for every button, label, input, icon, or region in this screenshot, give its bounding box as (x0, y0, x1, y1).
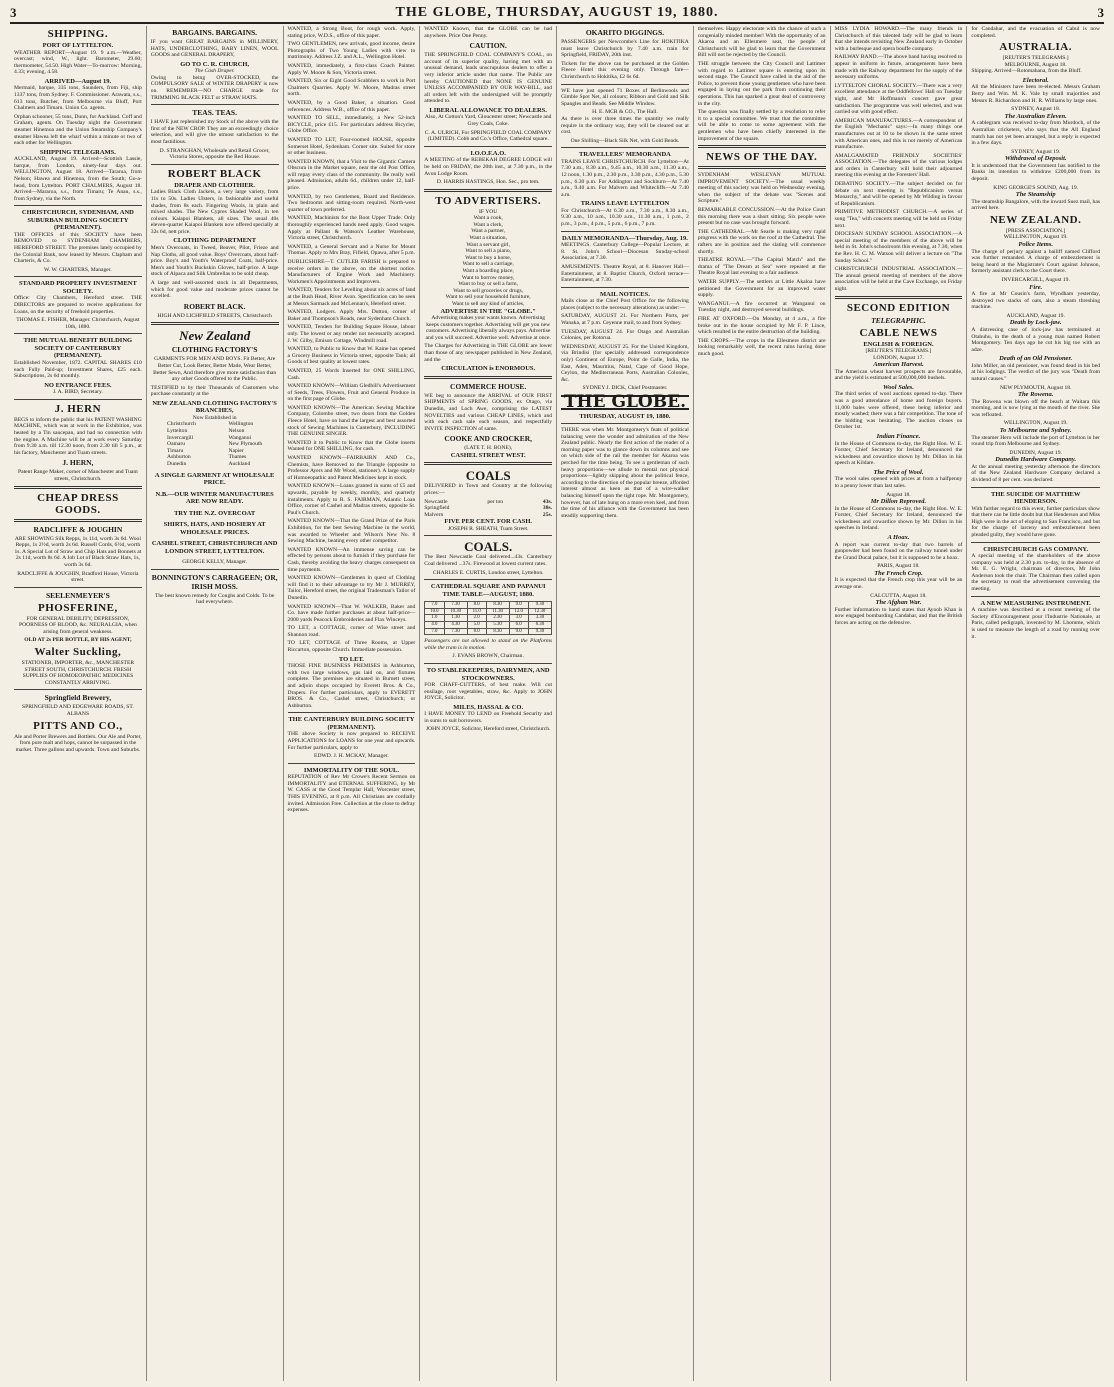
phosferine-text: FOR GENERAL DEBILITY, DEPRESSION, POORNESS OF BLOOD, &c. NEURALGIA, when arising from general weakness. (18, 615, 137, 635)
price-of-wool-heading: The Price of Wool. (873, 468, 924, 476)
dunedin-date: DUNEDIN, August 19. (1009, 449, 1062, 456)
lyttelton-trains-heading: TRAINS LEAVE LYTTELTON (580, 200, 670, 208)
reuters-line-2: [REUTER'S TELEGRAMS.] (1002, 55, 1069, 62)
coals-price-list (424, 499, 552, 519)
to-let-heading: TO LET. (338, 655, 364, 663)
branch-item: Invercargill (167, 434, 194, 441)
mail-sign: SYDNEY J. DICK, Chief Postmaster. (582, 385, 668, 392)
nz-sub: CLOTHING FACTORY'S (171, 345, 258, 355)
classified-ad: WANTED, Lodgers. Apply Mrs. Dutton, corner of Baker and Thompson's Roads, near Sydenham Church. (287, 309, 416, 322)
hall-sign: H. E. MCR & CO., The Hall. (592, 109, 658, 116)
cooke-addr: CASHEL STREET WEST. (450, 451, 526, 459)
clothing-dept-heading: CLOTHING DEPARTMENT (173, 237, 257, 245)
electoral-heading: Electoral. (1022, 76, 1049, 84)
classified-ad: WANTED, Tenders for Building Square House, labour only. The lowest or any tender not necessarily accepted. J. W. Gilby, Emison Cottage, Windmill road. (287, 324, 416, 344)
column-8 (967, 26, 1104, 1381)
advertisers-more: Advertising makes your wants known. Advertising keeps customers together. Advertising will get you new customers. Advertising liberally always pays. Advertise and you will succeed. Advertise well. Advertise at once. (425, 315, 551, 341)
diggings-text: PASSENGERS per Newcombe's Line for HOKITIKA must leave Christchurch by 7.40 a.m. train for Springfield, FRIDAY, 20th inst. (561, 39, 689, 59)
bargain-line: One Shilling—Black Silk Net, with Gold Beads. (570, 137, 680, 144)
column-5 (557, 26, 694, 1381)
nz-testimony: TESTIFIED to by their Thousands of Customers who purchase constantly at the (150, 384, 279, 398)
branch-item: Wanganui (228, 434, 252, 441)
hardware-text: At the annual meeting yesterday afternoon the directors of the New Zealand Hardware Company declared a dividend of 8 per cent. was declared. (971, 463, 1100, 483)
melbourne-date: MELBOURNE, August 18. (1004, 61, 1067, 68)
clothing-dept-text: Men's Overcoats, in Tweed, Beaver, Pilot, Frieze and Nap Cloths, all good value. Boys' Overcoats, about half-price. Boy's and Youth's Waterproof Coats, half-price. Men's and Youth's Buckskin Gloves, half-price. A large stock of Alpaca and Silk Umbrellas to be sold cheap. (150, 244, 279, 278)
advertisers-list (424, 209, 552, 308)
page-number: 3 (10, 5, 17, 20)
standard-society-sign: THOMAS E. FISHER, Manager. Christchurch, August 10th, 1880. (16, 317, 140, 330)
news-cont-2: RAILWAY BAND.—The above band having resolved to appear in uniform in future, arrangements have been made with the Railway department for the supply of the necessary uniforms. (834, 54, 963, 81)
lyttelton-trains-text: For Christchurch—At 6.30 a.m., 7.30 a.m., 8.30 a.m., 9.30 a.m., 10 a.m., 10.30 a.m., 11.30 a.m., 1 p.m., 2 p.m., 3 p.m., 4 p.m., 5 p.m., 6 p.m., 7 p.m. (561, 207, 689, 228)
classified-ad: TWO GENTLEMEN, new arrivals, good income, desire Photographs of Two Young Ladies with view to matrimony. Address J.Z. and A.L., Wellington Hotel. (287, 41, 416, 61)
coals2-sign: CHARLES E. CURTIS, London street, Lyttelton. (432, 569, 544, 576)
classified-ad: WANTED KNOWN—FAIRBAIRN AND Co., Chemists, have Removed to the Triangle (opposite to Professor Ayers and Mr Wood, stationer). A large supply of Homoeopathic and Patent Medicines kept in stock. (287, 455, 416, 481)
dillon-text: In the House of Commons to-day, the Right Hon. W. E. Forster, Chief Secretary for Ireland, denounced the wickedness and cowardice shown by Mr. Dillon in his speeches in Ireland. (834, 505, 963, 532)
classified-ad: WANTED, by a Good Baker, a situation. Good references. Address W.B., office of this paper. (287, 99, 416, 113)
classified-ad: WANTED KNOWN, that a Visit to the Gigantic Camera Obscura in the Market square, near the old Post Office, will repay every class of the community. Be really well pleased. Admission, adults 6d., children under 12, half-price. (287, 158, 416, 192)
london-date: LONDON, August 17. (873, 354, 924, 361)
immortality-text: REPUTATION of Rev Mr Crowe's Recent Sermon on IMMORTALITY and ETERNAL SUFFERING, by Mr W. CASS at the Good Templar Hall, Worcester street, THIS EVENING, at 8 p.m. All Christians are cordially invited. Admission Free. Collection at the close to defray expenses. (287, 774, 416, 814)
hern-text: BEGS to inform the public that his PATENT WASHING MACHINE, which was at work in the Exhibition, was heated by a Tin saucepan, and had no connection with the engine. A Machine will be at work every Saturday from 9.30 a.m. till 12.30 noon, from 2.30 till 5 p.m., at his factory, Manchester and Tuam streets. (14, 416, 142, 456)
bonnington-text: The best known remedy for Coughs and Colds. To be had everywhere. (154, 592, 275, 606)
king-george-date: KING GEORGE'S SOUND, Aug. 19. (993, 184, 1079, 191)
radcliffe-sign: RADCLIFFE & JOUGHIN, Bradford House, Victoria street. (17, 570, 139, 584)
classified-ad: WANTED, a General Servant and a Nurse for Mount Thomas. Apply to Mrs Bray, Fifield, Opawa, after 5 p.m. (287, 243, 416, 257)
news-of-day-heading: NEWS OF THE DAY. (706, 151, 818, 164)
coals-terms: FIVE PER CENT. FOR CASH. (444, 518, 532, 526)
australia-heading: AUSTRALIA. (999, 41, 1072, 54)
sailed-text: Orphan schooner, 55 tons, Dunn, for Auckland. Coff and Graham, agents. On Tuesday night the Government steamer Hinemoa and the Union Steamship Company's steamer Hawea left the wharf within a minute or two of each other for Wellington. (14, 113, 142, 147)
invercargill-date: INVERCARGILL, August 19. (1001, 276, 1070, 283)
hardware-heading: Dunedin Hardware Company. (995, 456, 1077, 464)
timetable-note: Passengers are not allowed to stand on the Platforms while the tram is in motion. (424, 638, 553, 651)
suicide-text: With further regard to this event, further particulars show that there can be little doubt but that Henderson and Miss High were in the act of eloping to San Francisco, and but for the charge of larceny and embezzlement been pleaded guilty, they would have gone. (971, 505, 1100, 538)
building-society-text: THE OFFICES of this SOCIETY have been REMOVED to SYDENHAM CHAMBERS, HEREFORD STREET. The premises lately occupied by the Colonial Bank, now leased by Messrs. Clapham and Charteris, & Co. (14, 231, 142, 265)
hall-text: WE have just opened 71 Boxes of Berlinwools and Gimble Spot Net, all colours; Ribbon and Gold and Silk Spangles and Beads. See Middle Window. (561, 87, 689, 107)
advertiser-line: Want a servant girl, (466, 241, 511, 248)
classified-ad: WANTED KNOWN—Loans granted in sums of £5 and upwards, payable by weekly, monthly, and quarterly instalments. Apply to R. S. FAIRMAN, Atlantic Loan Office, corner of Cashel and Madras streets, opposite St. Paul's Church. (287, 483, 416, 516)
measuring-text: A machine was described at a recent meeting of the Society d'Encouragement pour l'Industrie Nationale, at Paris, called pedigraph, invented by M. Lhomme, which is used to measure the length of a road by running over it. (971, 607, 1100, 640)
coals2-text: The Best Newcastle Coal delivered...43s. Canterbury Coal delivered ...37s. Firewood at lowest current rates. (424, 554, 553, 568)
mail-text: Mails close at the Chief Post Office for the following places (subject to the necessary alterations) as under:— (561, 298, 689, 311)
bonnington-heading: BONNINGTON'S CARRAGEEN; OR, IRISH MOSS. (151, 572, 278, 591)
pensioner-heading: Death of an Old Pensioner. (999, 355, 1073, 363)
masthead-title: THE GLOBE, THURSDAY, AUGUST 19, 1880. (395, 5, 719, 20)
daily-meetings: MEETINGS. Canterbury College—Popular Lecture, at 8. St. John's School—Diocesan Sunday-school Association, at 7.30. (561, 242, 689, 262)
cashel-line: CASHEL STREET, CHRISTCHURCH AND LONDON STREET, LYTTELTON. (151, 540, 278, 555)
coals2-heading: COALS. (464, 539, 513, 555)
wool-sales-text: The third series of wool auctions opened to-day. There was a good attendance of home and foreign buyers. 11,000 bales were offered, these being inferior and mostly washed; there was a fair competition. The tone of the bidding was hesitating. The auction closes on October 1st. (834, 391, 963, 431)
classified-ad: WANTED, Machinists for the Boot Upper Trade. Only thoroughly experienced hands need apply. Good wages. Apply at Pallant & Watson's Leather Warehouse, Victoria street, Christchurch. (287, 215, 416, 242)
brewery-text: SPRINGFIELD AND EDGEWARE ROADS, ST. ALBANS (21, 704, 134, 718)
afghan-war-heading: The Afghan War. (875, 599, 922, 607)
eleven-heading: The Australian Eleven. (1004, 112, 1067, 120)
new-plymouth-date: NEW PLYMOUTH, August 18. (999, 384, 1072, 391)
shipping-heading: SHIPPING. (47, 28, 109, 40)
afghan-war-text: Further information to hand states that Ayoob Khan is now engaged bombarding Candahar, and that the British forces are acting on the defensive. (834, 606, 963, 626)
indian-finance-text: In the House of Commons to-day, the Right Hon. W. E. Forster, Chief Secretary for Ireland, denounced the wickedness and cowardice shown by Mr. Dillon in his speech at Kildare. (834, 440, 963, 467)
withdrawal-text: It is understood that the Government has notified to the Banks its intention to withdraw £200,000 from its deposit. (971, 162, 1100, 182)
building-society-sign: W. W. CHARTERS, Manager. (44, 266, 112, 273)
news-item: WATER SUPPLY.—The settlers at Little Akaloa have petitioned the Government for an improved water supply. (697, 279, 826, 299)
nz-heading: New Zealand (179, 328, 251, 344)
classified-ad: WANTED KNOWN—Gentlemen in quest of Clothing will find it to their advantage to try Mr J. MURREY, Tailor, Hereford street, the original Tradesman's Tailor of Dunedin. (287, 575, 416, 601)
commerce-text: WE beg to announce the ARRIVAL of OUR FIRST SHIPMENTS of SPRING GOODS, ex Otago, via Dunedin, and Loch Awe, comprising the LATEST NOVELTIES and various CHEAP LINES, which and with each cash sale each season, and respectfully INVITE INSPECTION of same. (424, 392, 553, 432)
teas-text: I HAVE just replenished my Stock of the above with the first of the NEW CROP. They are an exceedingly choice selection, and will give the utmost satisfaction to the most fastidious. (150, 119, 279, 146)
editorial-cont-1: themselves. Happy electorate with the chance of such a congenially minded member! With the opportunity of an Akaroa and an Ellesmere seat, the people of Christchurch will be glad to learn that the Government Bill will not be rejected by the Council. (697, 26, 826, 59)
dillon-heading: Mr Dillon Reproved. (870, 498, 927, 506)
hoax-heading: A Hoax. (887, 534, 910, 542)
coal-price-row: Newcastle per ton 43s. (424, 498, 553, 505)
classified-ad: TO LET, a COTTAGE, corner of Wise street and Shannon road. (287, 625, 416, 638)
kelly-sign: GEORGE KELLY, Manager. (182, 559, 248, 566)
electoral-text: All the Ministers have been re-elected. Messrs Graham Berry and Wm. M. K. Vale by small majorities and Messrs R. Richardson and H. R. Williams by large ones. (971, 84, 1100, 104)
oddfellows-text: A MEETING of the REBEKAH DEGREE LODGE will be held on FRIDAY, the 20th inst., at 7.30 p.m., in the Avon Lodge Room. (424, 157, 553, 177)
stable-text: FOR CHAFF-CUTTERS, of best make. Will cut ensilage, root vegetables, straw, &c. Apply to JOHN JOYCE, Solicitor. (424, 682, 553, 702)
advertisers-heading: TO ADVERTISERS. (435, 194, 542, 207)
column-1 (10, 26, 147, 1381)
melbourne-shipping: Shipping. Arrived—Rotomahana, from the Bluff. (971, 68, 1082, 75)
canterbury-society-heading: THE CANTERBURY BUILDING SOCIETY (PERMANENT). (288, 716, 415, 731)
sydney-date-2: SYDNEY, August 19. (1011, 148, 1061, 155)
shirts-line: SHIRTS, HATS, AND HOSIERY AT WHOLESALE PRICES. (163, 521, 266, 536)
sydney-date-1: SYDNEY, August 18. (1011, 106, 1061, 113)
news-cont-1: MISS LYDIA HOWARD.—The many friends in Christchurch of this talented lady will be glad to learn that she intends revisiting New Zealand early in October with a burlesque and opera bouffe company. (834, 26, 963, 52)
branch-item: Wellington (228, 421, 254, 428)
news-item: THE CROPS.—The crops in the Ellesmere district are looking remarkably well, the recent rains having done much good. (697, 337, 826, 357)
classified-ad: WANTED KNOWN—The American Sewing Machine Company, Colombo street, two doors from the Golden Fleece Hotel, have on hand the largest and best assorted stock of Sewing Machines in Canterbury, INCLUDING THE GENUINE SINGER. (287, 404, 416, 438)
brewery-heading: Springfield Brewery, (44, 693, 112, 703)
teas-heading: TEAS. TEAS. (192, 108, 237, 118)
single-garment: A SINGLE GARMENT AT WHOLESALE PRICE. (154, 471, 275, 487)
building-society-heading: CHRISTCHURCH, SYDENHAM, AND SUBURBAN BUILDING SOCIETY (PERMANENT). (21, 209, 134, 232)
column-6 (694, 26, 831, 1381)
classified-ad: WANTED, Six or Eight Good Scabblers to work in Port Chalmers Quarries. Apply W. Moore, Madras street north. (287, 78, 416, 98)
rowena-text: The Rowena was blown off the beach at Waitara this morning, and is now lying at the mouth of the river. She was refloated. (971, 398, 1100, 418)
classified-ad: WANTED TO LET, Four-roomed HOUSE, opposite Somerset Hotel, Sydenham. Corner site. Suited for store or other business. (287, 136, 416, 157)
coal-price-row: Malvern 25s. (424, 511, 553, 518)
cheap-dress-heading: CHEAP DRESS GOODS. (37, 491, 119, 516)
classified-ad: WANTED TO SELL, immediately, a New 52-inch BICYCLE, price £15. For particulars address Bicycler, Globe Office. (287, 115, 416, 135)
coal-price-row: Springfield 38s. (424, 505, 553, 512)
paris-date: PARIS, August 18. (877, 563, 920, 570)
press-assoc-line: [PRESS ASSOCIATION.] (1005, 227, 1066, 234)
classified-ad: DUBLICSHIRE—T. CUTLER FARISH is prepared to receive orders in the above, on the shortest notice. Manufacturers of Engine Work and Machinery. Workmen's Appointments and Improvers. (287, 259, 416, 285)
springfield-sign: C. A. ULRICH, For SPRINGFIELD COAL COMPANY (LIMITED). Cobb and Co.'s Office, Cathedral square. (424, 129, 552, 143)
lockjaw-text: A distressing case of lock-jaw has terminated at Otahuhu, in the death of a young man named Robert Montgomery. Ten days ago he cut his big toe with an adze. (971, 326, 1100, 353)
miles-heading: MILES, HASSAL & CO. (453, 703, 524, 711)
news-cont-6: DEBATING SOCIETY.—The subject decided on for debate on next meeting is "Republicanism versus Monarchy," and will be opened by Mr Wilding in favour of Republicanism. (834, 181, 963, 207)
radcliffe-text: ARE SHOWING Silk Repps, 1s 11d, worth 3s 6d. Wool Repps, 1s 2½d, worth 2s 6d. Russell Cords, 6½d, worth 1s. A Special Lot of Straw and Chip Hats and Bonnets at 2s 11d, worth 8s 6d. A Job Lot of Black Straw Hats, 1s, worth 3s 6d. (14, 535, 142, 568)
wellington-date-2: WELLINGTON, August 19. (1003, 420, 1068, 427)
diggings-heading: OKARITO DIGGINGS. (585, 28, 665, 37)
withdrawal-heading: Withdrawal of Deposit. (1004, 155, 1067, 163)
mail-wednesday: WEDNESDAY, AUGUST 25. For the United Kingdom, via Brindisi (for specially addressed correspondence only) Continent of Europe, Point de Galle, India, the East, Aden, Mauritius, Natal, Cape of Good Hope, Ceylon, the Mediterranean Ports, Australian Colonies, &c. (561, 343, 689, 383)
hern2-text: Patent Range Maker, corner of Manchester and Tuam streets, Christchurch. (18, 469, 138, 482)
branch-item: Timaru (167, 447, 184, 454)
walter-heading: Walter Suckling, (34, 646, 122, 659)
news-cont-7: PRIMITIVE METHODIST CHURCH.—A series of song "Tea," with concerts meeting will be held on Friday next. (834, 209, 963, 229)
gas-company-text: A special meeting of the shareholders of the above company was held at 2.30 p.m. to-day, in the absence of Mr. E. G. Wright, chairman of directors, Mr John Anderson took the chair. The Chairman then called upon the secretary to read the advertisement convening the meeting. (971, 553, 1100, 593)
advertiser-line: Want to borrow money, (461, 274, 515, 281)
walter-text: STATIONER, IMPORTER, &c., MANCHESTER STREET SOUTH, CHRISTCHURCH. FRESH SUPPLIES OF HOMOEOPATHIC MEDICINES CONSTANTLY ARRIVING. (21, 660, 135, 686)
steamship-heading: The Steamship (1015, 191, 1056, 199)
police-items-heading: Police Items. (1018, 241, 1054, 249)
timetable-sign: J. EVANS BROWN, Chairman. (452, 653, 524, 660)
advertiser-line: Want to sell any kind of articles, (451, 301, 525, 307)
oddfellows-heading: I.O.O.F.A.O. (470, 149, 506, 157)
nz-now: Now Established in (192, 414, 237, 421)
hall-extra: As there is over three times the quantity we really require in the ordinary way, they will be cleared out at cost. (561, 115, 689, 136)
reuters-line: [REUTER'S TELEGRAMS.] (865, 348, 932, 355)
branch-item: New Plymouth (228, 441, 263, 448)
column-2 (147, 26, 284, 1381)
shipping-telegrams-text: AUCKLAND, August 19. Arrived—Scottish Lassie, barque, from London, ninety-four days out. WELLINGTON, August 18. Arrived—Tararua, from Nelson; Hawea and Hinemoa, from the South; Go-a-head, from Lyttelton. PORT CHALMERS, August 18. Arrived—Mararoa, s.s., from Timaru; Te Anau, s.s., from Sydney, via the North. (14, 156, 142, 202)
editorial-text: THERE was when Mr. Montgomery's feats of political balancing were the wonder and admiration of the New Zealand public. Nearly the first action of the reader of a morning paper was to glance down its columns and see on which side of the rail the member for Akaroa was perched for the time being. To see a gentleman of such heavy proportions—we allude to mental not physical proportions—lightly skipping about the political fence, according to the direction of the popular breeze, afforded interest almost as keen as that of a wire-walker balancing himself upon the tight rope. Mr. Montgomery, however, has of late hung on a more even keel, and from the time of his alliance with the Government has been steadily supporting them. (561, 427, 689, 519)
to-let-text: THOSE FINE BUSINESS PREMISES in Ashburton, with two large windows, gas laid on, and fixtures complete. The premises are situated in Burnett street, and adjoin shops occupied by Everett Bros. & Co., Drapers. For further particulars, apply to EVERETT BROS. & Co., Cashel street, Christchurch; or Ashburton. (287, 663, 416, 709)
news-cont-9: CHRISTCHURCH INDUSTRIAL ASSOCIATION.—The annual general meeting of members of the above association will be held at the Cave Exchange, on Friday night. (834, 266, 963, 292)
coals-text: DELIVERED in Town and Country at the following prices:— (424, 483, 553, 496)
hoax-text: A report was current to-day that two barrels of gunpowder had been found on the railway tunnel under the Grand Ducal palace, but it is supposed to be a hoax. (834, 541, 963, 561)
clothing-dept-more: A large and well-assorted stock in all Departments, which for good value and moderate prices cannot be excelled. (150, 279, 279, 300)
aug18-line: August 18. (886, 491, 911, 498)
advertiser-line: Want a clerk, (473, 221, 503, 228)
news-cont-5: AMALGAMATED FRIENDLY SOCIETIES' ASSOCIATION.—The delegates of the various lodges and orders in Canterbury will hold their adjourned meeting this evening at the Foresters' Hall. (834, 152, 963, 179)
shipping-telegrams-heading: SHIPPING TELEGRAMS. (39, 148, 116, 156)
hern2-heading: J. HERN, (62, 458, 94, 468)
column-3 (284, 26, 421, 1381)
advertiser-line: IF YOU (479, 208, 498, 215)
branch-item: Dunedin (167, 461, 187, 468)
masthead (10, 4, 1104, 24)
coals-heading: COALS (465, 468, 511, 484)
diggings-text2: Tickets for the above can be purchased at the Golden Fleece Hotel this evening only. Through fare—Christchurch to Hokitika, £2 6s 6d. (561, 60, 689, 80)
branch-item: Ashburton (167, 454, 191, 461)
advertise-cta: ADVERTISE IN THE "GLOBE." (440, 307, 536, 315)
winter-manufactures: N.B.—OUR WINTER MANUFACTURES ARE NOW READY. (155, 490, 274, 506)
column-7 (831, 26, 968, 1381)
classified-ad: WANTED it to Public to Know that the Globe inserts Wanted for ONE SHILLING, for cash. (287, 439, 416, 453)
tram-timetable: 7.0 7.30 8.0 8.30 9.0 9.30 10.0 10.30 11.0 11.30 12.0 12.30 1.0 1.30 2.0 2.30 3.0 3.30 4.0 4.30 5.0 5.30 6.0 6.30 7.0 7.30 8.0 8.30 9.0 9.30 (424, 601, 552, 635)
editorial-cont-2: THE struggle between the City Council and Lattimer with regard to Lattimer square is entering upon its second stage. The Council have called in the aid of the Police, to prevent those young gentlemen who have been engaged in laying out the park from continuing their operations. This has sparked a great deal of controversy in the city. (697, 60, 826, 107)
bargains-text: IF you want GREAT BARGAINS in MILLINERY, HATS, UNDERCLOTHING, BABY LINEN, WOOL GOODS and GENERAL DRAPERY, (150, 39, 279, 59)
advertiser-line: Want to buy a horse, (465, 254, 512, 261)
advertiser-line: Want to buy or sell a farm, (458, 281, 519, 288)
news-cont-4: AMERICAN MANUFACTURES.—A correspondent of the English "Mechanic" says:—In many things one manufactures out at 10 to be shown in the same street with American ones, and this is not merely of American manufacture. (834, 117, 963, 151)
advertiser-line: Want a cook, (473, 215, 503, 222)
suicide-heading: THE SUICIDE OF MATTHEW HENDERSON. (990, 490, 1081, 506)
pensioner-text: John Miller, an old pensioner, was found dead in his bed at his lodgings. The verdict of the jury was "Death from natural causes." (971, 362, 1100, 382)
joyce-sign: JOHN JOYCE, Solicitor, Hereford street, Christchurch. (425, 726, 551, 733)
mutual-society-sign: J. A. BIRD, Secretary. (52, 389, 103, 396)
depots-text: Also, At Cotton's Yard, Gloucester street; Newcastle and Grey Coals, Coke. (424, 114, 552, 128)
mail-notices-heading: MAIL NOTICES. (600, 290, 650, 298)
phosferine-heading: PHOSFERINE, (38, 601, 118, 614)
news-item: FIRE AT OXFORD.—On Monday, at 4 a.m., a fire broke out in the house occupied by Mr F. P. Lince, which resulted in the entire destruction of the building. (697, 315, 826, 336)
classified-ad: WANTED, 25 Words Inserted for ONE SHILLING, Cash. (287, 367, 416, 381)
advertiser-line: Want to sell a piano, (465, 248, 512, 255)
second-edition-heading: SECOND EDITION (846, 301, 951, 314)
news-cont-3: LYTTELTON CHORAL SOCIETY.—There was a very excellent attendance at the Oddfellows' Hall on Tuesday night, and Mr Hoffmann's concert gave great satisfaction. The programme was well selected, and was carried out with good effect. (834, 82, 963, 116)
hern-heading: J. HERN (54, 402, 102, 415)
news-item: SYDENHAM WESLEYAN MUTUAL IMPROVEMENT SOCIETY.—The usual weekly meeting of this society was held on Wednesday evening, when the subject of the debate was "Scenes and Scripture." (697, 172, 826, 205)
wool-sales-heading: Wool Sales. (883, 383, 914, 391)
paper-masthead: THE GLOBE. (561, 395, 689, 410)
eleven-text: A cablegram was received to-day from Murdoch, of the Australian cricketers, who says that the All England match has not yet been arranged, but a reply is expected in a few days. (971, 120, 1100, 147)
pitts-text: Ale and Porter Brewers and Bottlers. Our Ale and Porter, from pure malt and hops, cannot be surpassed in the market. Three gallons and upwards. Town and Suburbs. (14, 733, 142, 753)
robert-black-addr: HIGH AND LICHFIELD STREETS, Christchurch (157, 312, 272, 319)
melbourne-sydney-text: The steamer Hero will include the port of Lyttelton in her round trip from Melbourne and Sydney. (971, 434, 1100, 448)
telegraphic-heading: TELEGRAPHIC. (871, 315, 926, 325)
classified-ad: WANTED KNOWN—William Gledhill's Advertisement of Seeds, Trees, Flowers, Fruit and General Produce in on the first page of Globe. (287, 383, 416, 403)
advertiser-line: Want a partner, (471, 228, 506, 235)
calcutta-date: CALCUTTA, August 18. (870, 592, 927, 599)
miles-text: I HAVE MONEY TO LEND on Freehold Security and in sums to suit borrowers. (424, 711, 553, 724)
branch-item: Lyttelton (167, 428, 188, 435)
travellers-text: TRAINS LEAVE CHRISTCHURCH. For Lyttelton—At 7.30 a.m., 8.30 a.m., 9.45 a.m., 10.30 a.m., 11.30 a.m., 12 noon, 1.30 p.m., 2.30 p.m., 3.30 p.m., 4.30 p.m., 5.30 p.m., 6.30 p.m. For Addington and Sockburn—At 7.40 a.m., 9.40 a.m. For Malvern and Whitecliffs—At 7.40 a.m. (561, 158, 689, 198)
classified-ad: WANTED, immediately, a first-class Coach Painter. Apply W. Moore & Son, Victoria street. (287, 62, 416, 76)
rowena-heading: The Rowena. (1017, 391, 1054, 399)
auckland-date: AUCKLAND, August 19. (1006, 312, 1065, 319)
no-entrance-fees: NO ENTRANCE FEES. (44, 381, 112, 389)
port-line: PORT OF LYTTELTON. (42, 42, 114, 49)
french-crop-heading: The French Crop. (874, 569, 923, 577)
robert-black-sub: DRAPER AND CLOTHIER. (174, 181, 255, 189)
news-item: REMARKABLE CONCUSSION.—At the Police Court this morning there was a short sitting. Six people were present but no case was brought forward. (697, 207, 826, 227)
advertiser-line: Want to sell a carriage, (462, 261, 514, 268)
stable-heading: TO STABLEKEEPERS, DAIRYMEN, AND STOCKOWNERS. (426, 667, 550, 682)
timetable-title: CATHEDRAL SQUARE AND PAPANUI TIME TABLE—AUGUST, 1880. (430, 583, 546, 598)
branch-item: Oamaru (167, 441, 186, 448)
branch-item: Nelson (228, 428, 245, 435)
afghan-cont: for Candahar, and the evacuation of Cabul is now completed. (971, 26, 1100, 39)
mutual-society-text: Established November, 1872. CAPITAL SHARES £10 each Fully Paid-up; Investment Shares, £25 each. Subscriptions, 2s 6d monthly. (14, 359, 142, 380)
news-cont-8: DIOCESAN SUNDAY SCHOOL ASSOCIATION.—A special meeting of the members of the above will be held in St. John's schoolroom this evening, at 7.30, when the Rev. H. C. M. Watson will deliver a lecture on "The Sunday School." (834, 231, 963, 264)
measuring-heading: A NEW MEASURING INSTRUMENT. (980, 599, 1091, 607)
bargains-more: Owing to being OVER-STOCKED, the COMPULSORY SALE of WINTER DRAPERY is now on. REMEMBER—NO CHARGE made for TRIMMING BLACK FELT or STRAW HATS. (150, 74, 279, 101)
cooke-sub: (LATE T. H. BONE), (464, 445, 513, 452)
robert-black-sign: ROBERT BLACK. (183, 301, 246, 311)
branch-item: Thames (228, 454, 247, 461)
nz-branches-heading: NEW ZEALAND CLOTHING FACTORY'S BRANCHES, (152, 399, 277, 415)
branch-item: Napier (228, 447, 244, 454)
mutual-society-heading: THE MUTUAL BENEFIT BUILDING SOCIETY OF CANTERBURY (PERMANENT). (23, 337, 133, 360)
robert-black-heading: ROBERT BLACK (167, 167, 262, 180)
steamship-text: The steamship Bangalore, with the inward Suez mail, has arrived here. (971, 198, 1100, 212)
harvest-text: The American wheat harvest prospects are favourable, and the yield is estimated at 500,000,000 bushels. (834, 368, 963, 382)
seelenmeyer-heading: SEELENMEYER'S (45, 590, 110, 600)
bargains-sub: The Cash Draper. (194, 68, 235, 75)
classified-ad: WANTED, to Public to Know that W. Kaine has opened a Grocery Business in Victoria street, opposite Tank; all Goods of best quality at lowest rates. (287, 346, 416, 366)
bargains-heading: BARGAINS. BARGAINS. (172, 28, 258, 37)
globe-notice: WANTED Known, that the GLOBE can be had anywhere. Price One Penny. (424, 26, 553, 39)
advertiser-line: Want a situation, (469, 235, 507, 242)
travellers-heading: TRAVELLERS' MEMORANDA (579, 151, 671, 159)
newspaper-columns (10, 26, 1104, 1381)
news-item: THEATRE ROYAL.—"The Capital Match" and the drama of "The Dream at Sea" were repeated at the Theatre Royal last evening to a fair audience. (697, 257, 826, 277)
classified-ad: WANTED KNOWN—That the Grand Prize of the Paris Exhibition, for the best Sewing Machine in the world, was awarded to Wheeler and Wilson's New No. 8 Sewing Machine, beating every other competitor. (287, 518, 416, 545)
bargains-go: GO TO C. R. CHURCH, (180, 60, 250, 68)
daily-memoranda-heading: DAILY MEMORANDA—Thursday, Aug. 19. (561, 234, 688, 242)
branch-item: Christchurch (167, 421, 196, 428)
robert-black-text: Ladies Black Cloth Jackets, a very large variety, from 11s to 50s. Ladies Ulsters, in fashionable and useful shades, from 8s each. Fingering Wools, in plain and mixed shades. The New Cypres Shaded Wool, in ten colours. Kaiapoi Blankets, all sizes. The usual 40s eleven-quarter Kaiapoi Blankets now offered specially at 32s 6d, nett price. (150, 189, 279, 235)
teas-sign: D. STRANGHAN, Wholesale and Retail Grocer, Victoria Stores, opposite the Red House. (159, 147, 270, 161)
wellington-date-1: WELLINGTON, August 19. (1003, 234, 1068, 241)
new-zealand-heading: NEW ZEALAND. (989, 213, 1082, 226)
classified-ad: WANTED, Tenders for Levelling about six acres of land at the Bush Head, River Avon. Specification can be seen at Messrs Sarmack and McLennan's, Hereford street. (287, 287, 416, 307)
canterbury-society-sign: EDWD. J. H. MCKAY, Manager. (314, 753, 389, 760)
branch-item: Auckland (228, 461, 251, 468)
melbourne-sydney-heading: To Melbourne and Sydney. (999, 427, 1072, 435)
lockjaw-heading: Death by Lock-jaw. (1009, 319, 1062, 327)
phosferine-price: OLD AT 2s PER BOTTLE, BY HIS AGENT, (24, 637, 132, 644)
advertiser-line: Want to sell your household furniture, (445, 294, 531, 301)
radcliffe-heading: RADCLIFFE & JOUGHIN (33, 524, 123, 534)
standard-society-text: Office: City Chambers, Hereford street. THE DIRECTORS are prepared to receive applications for Loans, on the security of freehold properties. (14, 295, 142, 315)
american-harvest-heading: American Harvest. (873, 361, 924, 369)
advertiser-line: Want a boarding place, (462, 268, 514, 275)
french-crop-text: It is expected that the French crop this year will be an average one. (834, 577, 963, 590)
news-item: WANGANUI.—A fire occurred at Wanganui on Tuesday night, and destroyed several buildings. (697, 300, 826, 314)
gas-company-heading: CHRISTCHURCH GAS COMPANY. (983, 545, 1089, 553)
overcoat-line: TRY THE N.Z. OVERCOAT (174, 509, 256, 517)
commerce-heading: COMMERCE HOUSE. (450, 381, 527, 391)
circulation: CIRCULATION is ENORMOUS. (441, 365, 536, 373)
liberal-allowance: LIBERAL ALLOWANCE TO DEALERS. (429, 106, 547, 114)
daily-amusements: AMUSEMENTS. Theatre Royal, at 8. Hanover Hall—Entertainment, at 8. Baptist Church, Oxford terrace—Entertainment, at 7.30. (561, 263, 689, 284)
classified-ad: WANTED KNOWN—That W. WALKER, Baker and Co. have made further purchases at about half-price—2000 yards Peacock Embroideries and Flax Winceys. (287, 603, 416, 623)
paper-date: THURSDAY, AUGUST 19, 1880. (579, 412, 671, 420)
page-number-right: 3 (1097, 5, 1104, 20)
arrived-text: Mermaid, barque, 335 tons, Saunders, from Fiji, ship 1337 tons, from Sydney. F. Commissioner. Arawata, s.s., 613 tons, Butcher, from Melbourne via Bluff, Port Chalmers and Timaru. Union Co. agents. (14, 85, 142, 112)
advertiser-line: Want to sell groceries or drugs, (453, 287, 524, 294)
classified-ad: WANTED KNOWN—An immense saving can be effected by persons about to furnish if they purchase for Cash, thereby avoiding the heavy charges consequent on time payments. (287, 546, 416, 573)
editorial-cont-3: The question was finally settled by a resolution to refer it to a special committee. We trust that the committee will be able to come to some agreement with the gentlemen who have been chiefly interested in the improvement of the square. (697, 109, 826, 142)
arrived-heading: ARRIVED—August 19. (44, 77, 112, 85)
column-4 (420, 26, 557, 1381)
news-item: THE CATHEDRAL.—Mr Searle is making very rapid progress with the work on the roof at the Cathedral. The rafters are in position and the slating will commence shortly. (697, 228, 826, 255)
police-items-text: The charge of perjury against a bailiff named Clifford was further remanded. A charge of embezzlement is being heard at the Magistrate's Court against Johnson, formerly assistant clerk to the Court there. (971, 248, 1100, 275)
classified-ad: WANTED, by two Gentlemen, Board and Residence. Two bedrooms and sitting-room required. North-west quarter of town preferred. (287, 193, 416, 213)
fire-heading: Fire. (1029, 283, 1043, 291)
fire-text: A fire at Mr Cousin's farm, Wyndham yesterday, destroyed two stacks of oats, also a steam threshing machine. (971, 291, 1100, 311)
caution-heading: CAUTION. (469, 41, 507, 51)
classified-ad: WANTED, a Strong Boot, for rough work. Apply, stating price, W.D.S., office of this paper. (287, 26, 416, 39)
pitts-heading: PITTS AND CO., (33, 719, 123, 732)
price-of-wool-text: The wool sales opened with prices at from a halfpenny to a penny lower than last sales. (834, 476, 963, 489)
caution-text: THE SPRINGFIELD COAL COMPANY'S COAL, on account of its superior quality, having met with an unusual demand, leads unscrupulous dealers to offer a very inferior article under that name. The Public are hereby CAUTIONED that NONE IS GENUINE UNLESS ACCOMPANIED BY OUR WAY-BILL, and all orders left with the undersigned will be promptly attended to. (424, 52, 553, 105)
immortality-heading: IMMORTALITY OF THE SOUL. (303, 766, 399, 774)
indian-finance-heading: Indian Finance. (876, 433, 921, 440)
coals-sign: JOSEPH R. SHEATH, Tuam Street. (447, 525, 529, 532)
charges-text: The Charges for Advertising in THE GLOBE are lower than those of any newspaper published in New Zealand, and the (424, 343, 553, 363)
canterbury-society-text: THE above Society is now prepared to RECEIVE APPLICATIONS for LOANS for one year and upwards. For further particulars, apply to (287, 731, 416, 751)
branches-list (151, 421, 279, 467)
standard-society-heading: STANDARD PROPERTY INVESTMENT SOCIETY. (18, 280, 137, 295)
english-foreign-heading: ENGLISH & FOREIGN. (863, 340, 934, 348)
classified-ad: TO LET, COTTAGE of Three Rooms, at Upper Riccarton, opposite Church. Immediate possession. (287, 640, 416, 654)
cable-news-heading: CABLE NEWS (859, 326, 938, 339)
oddfellows-sign: D. HARRIS HASTINGS, Hon. Sec., pro tem. (436, 179, 540, 186)
nz-text: GARMENTS FOR MEN AND BOYS. Fit Better, Are Better Cut, Look Better, Better Made, Wear Better, Better Sewn, And therefore give more satisfaction than any other Goods offered to the Public. (153, 356, 277, 383)
mail-saturday: SATURDAY, AUGUST 21. For Northern Ports, per Wanaka, at 7 p.m. Ceyenne mail, to and from Sydney. (561, 313, 689, 326)
weather-report: WEATHER REPORT—August 19. 9 a.m.—Weather, overcast; wind, W., light. Barometer, 29.60; thermometer, 54.50. High Water—To-morrow: Morning, 4.33; evening, 4.58. (14, 49, 142, 76)
cooke-heading: COOKE AND CROCKER, (444, 434, 533, 444)
mail-tuesday: TUESDAY, AUGUST 24. For Otago and Australian Colonies, per Rotorua. (561, 328, 689, 342)
